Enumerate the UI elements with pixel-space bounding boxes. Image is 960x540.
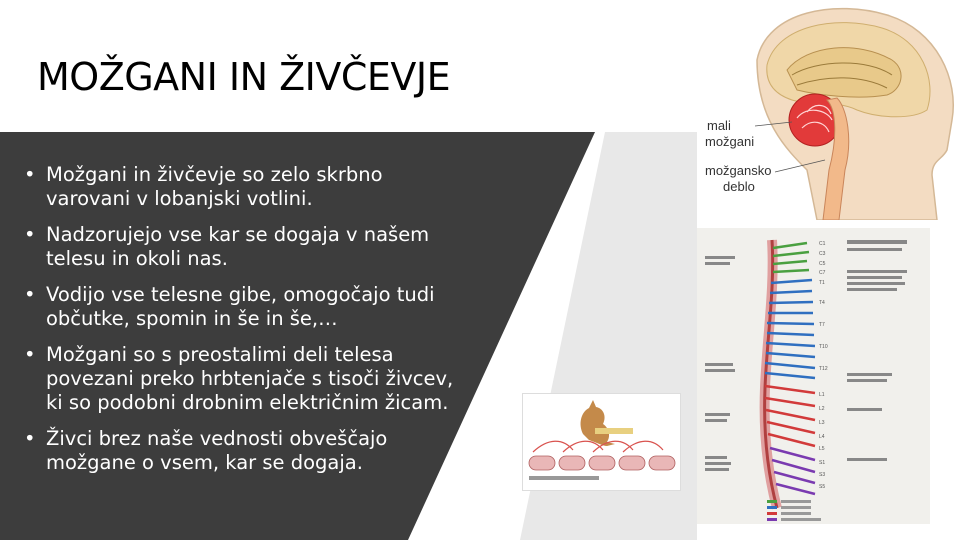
bullet-item: • Možgani so s preostalimi deli telesa povezani preko hrbtenjače s tisoči živcev, ki so podobni drobnim električnim žicam. (24, 343, 454, 414)
svg-text:C7: C7 (819, 270, 826, 276)
svg-text:S5: S5 (819, 484, 826, 490)
svg-text:C5: C5 (819, 261, 826, 267)
svg-text:L2: L2 (819, 406, 825, 412)
svg-text:T12: T12 (819, 366, 828, 372)
bullet-dot: • (24, 343, 36, 366)
spinal-cord-illustration (697, 228, 930, 524)
brain-illustration (697, 0, 960, 220)
bullet-dot: • (24, 427, 36, 450)
svg-text:L1: L1 (819, 392, 825, 398)
cerebellum-label: mali možgani (705, 118, 755, 149)
bullet-item: • Možgani in živčevje so zelo skrbno varovani v lobanjski votlini. (24, 163, 383, 210)
svg-text:L3: L3 (819, 420, 825, 426)
svg-text:T4: T4 (819, 300, 825, 306)
svg-text:C1: C1 (819, 241, 826, 247)
svg-text:S3: S3 (819, 472, 826, 478)
slide-title: MOŽGANI IN ŽIVČEVJE (37, 55, 451, 99)
svg-text:T1: T1 (819, 280, 825, 286)
bullet-dot: • (24, 283, 36, 306)
bullet-dot: • (24, 163, 36, 186)
bullet-list (24, 163, 464, 487)
svg-text:L5: L5 (819, 446, 825, 452)
svg-text:L4: L4 (819, 434, 825, 440)
svg-text:T10: T10 (819, 344, 828, 350)
bullet-item: • Nadzorujejo vse kar se dogaja v našem telesu in okoli nas. (24, 223, 430, 270)
svg-text:T7: T7 (819, 322, 825, 328)
svg-text:S1: S1 (819, 460, 826, 466)
bullet-item: • Živci brez naše vednosti obveščajo možgane o vsem, kar se dogaja. (24, 427, 388, 474)
bullet-dot: • (24, 223, 36, 246)
svg-text:C3: C3 (819, 251, 826, 257)
brainstem-label: možgansko deblo (705, 163, 772, 194)
bullet-item: • Vodijo vse telesne gibe, omogočajo tudi občutke, spomin in še in še,… (24, 283, 435, 330)
nerve-fiber-illustration (522, 393, 681, 491)
